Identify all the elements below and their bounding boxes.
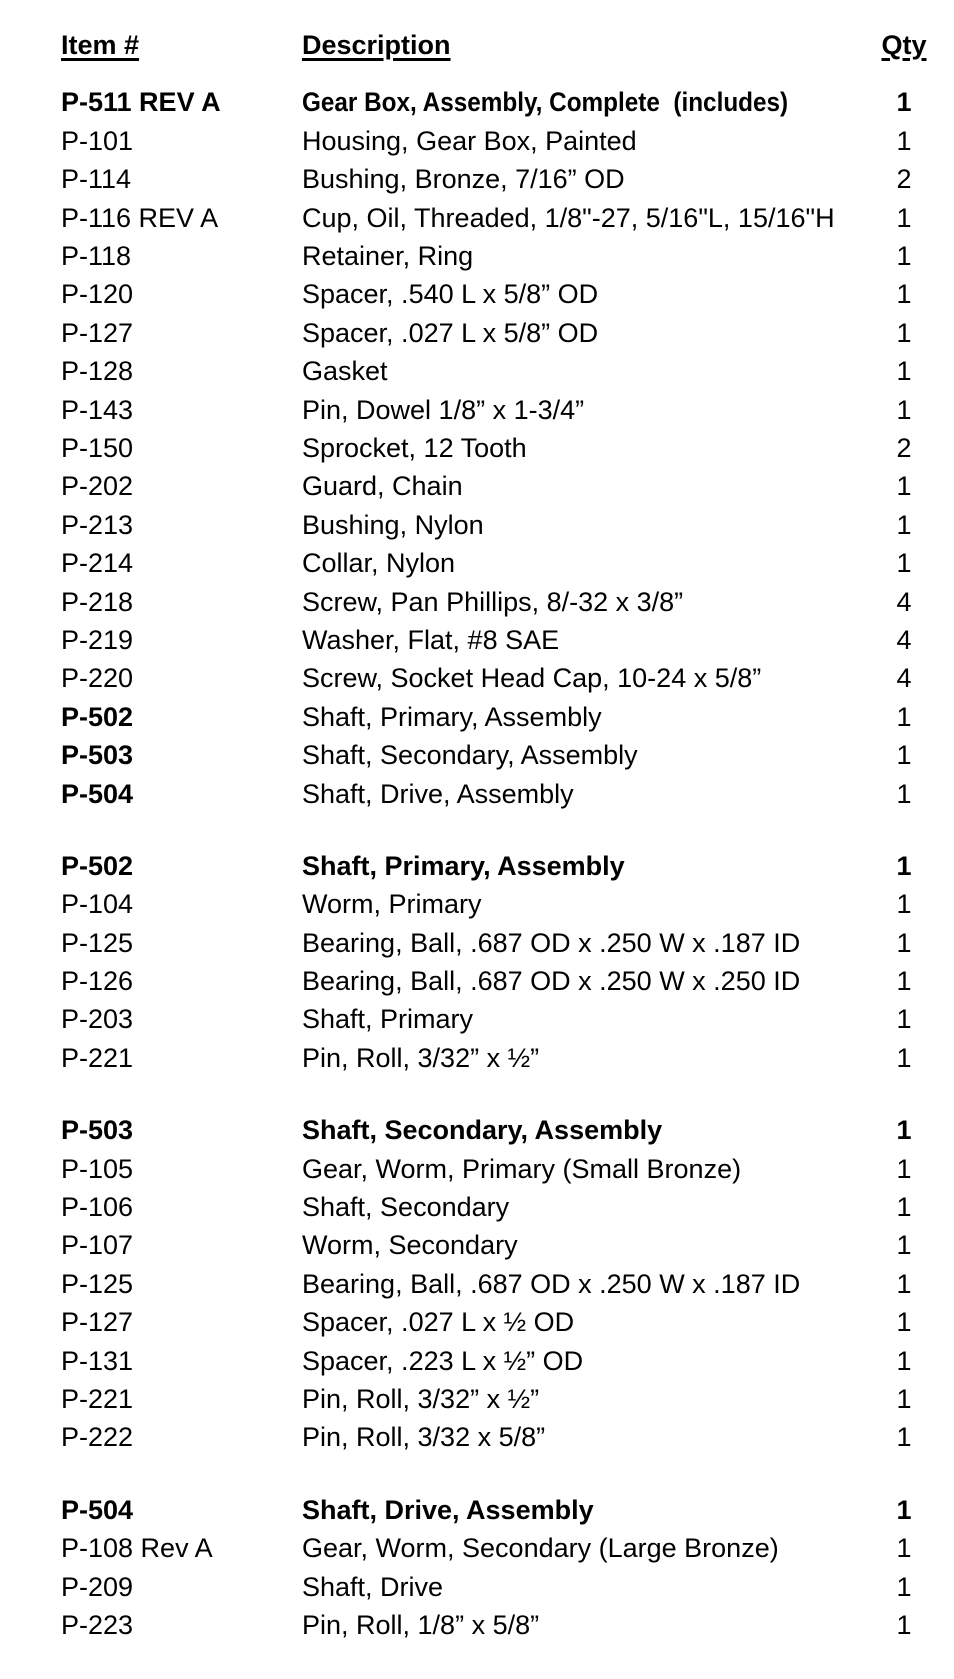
description-cell: Guard, Chain [302, 471, 463, 502]
table-row [0, 1304, 954, 1342]
item-number-cell: P-131 [61, 1345, 134, 1376]
item-number-cell: P-221 [61, 1042, 134, 1073]
item-number-cell: P-214 [61, 548, 134, 579]
table-row [0, 1001, 954, 1039]
description-cell: Sprocket, 12 Tooth [302, 432, 527, 463]
description-cell: Housing, Gear Box, Painted [302, 125, 637, 156]
description-cell: Shaft, Drive, Assembly [302, 778, 574, 809]
table-row [0, 621, 954, 659]
qty-cell: 1 [896, 471, 912, 502]
qty-cell: 2 [896, 164, 912, 195]
table-row [0, 353, 954, 391]
item-number-cell: P-213 [61, 509, 134, 540]
table-row [0, 847, 954, 885]
item-number-cell: P-203 [61, 1004, 134, 1035]
table-row [0, 468, 954, 506]
qty-cell: 1 [896, 1609, 912, 1640]
description-cell: Spacer, .027 L x ½ OD [302, 1307, 575, 1338]
table-row [0, 1227, 954, 1265]
table-row [0, 660, 954, 698]
description-cell: Shaft, Secondary, Assembly [302, 1115, 663, 1146]
description-cell: Cup, Oil, Threaded, 1/8"-27, 5/16"L, 15/16"H [302, 202, 835, 233]
table-row [0, 199, 954, 237]
item-number-cell: P-223 [61, 1609, 134, 1640]
description-cell: Pin, Roll, 3/32” x ½” [302, 1042, 540, 1073]
item-number-cell: P-219 [61, 624, 134, 655]
description-cell: Bushing, Nylon [302, 509, 484, 540]
qty-cell: 1 [896, 394, 912, 425]
item-number-cell: P-120 [61, 279, 134, 310]
qty-cell: 1 [896, 1571, 912, 1602]
table-row [0, 698, 954, 736]
table-row [0, 775, 954, 813]
table-row [0, 583, 954, 621]
qty-cell: 1 [896, 889, 912, 920]
item-number-cell: P-504 [61, 1494, 134, 1525]
table-row [0, 1265, 954, 1303]
table-row [0, 1568, 954, 1606]
qty-cell: 1 [896, 202, 912, 233]
qty-cell: 1 [896, 279, 912, 310]
description-cell: Shaft, Secondary [302, 1192, 510, 1223]
item-number-cell: P-503 [61, 1115, 134, 1146]
qty-cell: 1 [896, 778, 912, 809]
description-cell: Retainer, Ring [302, 241, 474, 272]
qty-cell: 4 [896, 624, 912, 655]
description-cell: Shaft, Primary [302, 1004, 474, 1035]
qty-cell: 1 [896, 87, 912, 118]
item-number-cell: P-127 [61, 1307, 134, 1338]
qty-cell: 1 [896, 1383, 912, 1414]
item-number-cell: P-504 [61, 778, 134, 809]
table-body [0, 84, 954, 1645]
item-number-cell: P-150 [61, 432, 134, 463]
table-row [0, 1039, 954, 1077]
qty-cell: 1 [896, 701, 912, 732]
description-cell: Gear, Worm, Secondary (Large Bronze) [302, 1533, 779, 1564]
item-number-cell: P-104 [61, 889, 134, 920]
qty-cell: 1 [896, 1268, 912, 1299]
description-cell: Spacer, .223 L x ½” OD [302, 1345, 584, 1376]
table-header-row [0, 26, 954, 64]
qty-cell: 1 [896, 1115, 912, 1146]
description-cell: Shaft, Drive [302, 1571, 444, 1602]
column-header-item-number: Item # [61, 29, 140, 60]
description-cell: Shaft, Primary, Assembly [302, 701, 602, 732]
table-row [0, 391, 954, 429]
item-number-cell: P-127 [61, 317, 134, 348]
qty-cell: 1 [896, 850, 912, 881]
item-number-cell: P-116 REV A [61, 202, 219, 233]
item-number-cell: P-511 REV A [61, 87, 221, 118]
qty-cell: 1 [896, 1153, 912, 1184]
table-row [0, 1342, 954, 1380]
table-row [0, 429, 954, 467]
description-cell: Gear Box, Assembly, Complete (includes) [302, 87, 789, 118]
description-cell: Gear, Worm, Primary (Small Bronze) [302, 1153, 742, 1184]
table-row [0, 886, 954, 924]
table-row [0, 84, 954, 122]
qty-cell: 1 [896, 1533, 912, 1564]
table-row [0, 962, 954, 1000]
section-shaft-secondary-assembly [0, 1112, 954, 1458]
table-row [0, 237, 954, 275]
table-row [0, 1112, 954, 1150]
description-cell: Worm, Secondary [302, 1230, 518, 1261]
description-cell: Bearing, Ball, .687 OD x .250 W x .187 ID [302, 1268, 801, 1299]
qty-cell: 1 [896, 125, 912, 156]
column-header-qty: Qty [881, 29, 927, 60]
description-cell: Shaft, Drive, Assembly [302, 1494, 594, 1525]
table-row [0, 314, 954, 352]
item-number-cell: P-125 [61, 927, 134, 958]
item-number-cell: P-126 [61, 966, 134, 997]
column-header-description: Description [302, 29, 451, 60]
item-number-cell: P-118 [61, 241, 132, 272]
table-row [0, 122, 954, 160]
item-number-cell: P-222 [61, 1422, 134, 1453]
item-number-cell: P-503 [61, 740, 134, 771]
table-row [0, 1606, 954, 1644]
description-cell: Pin, Roll, 3/32 x 5/8” [302, 1422, 546, 1453]
item-number-cell: P-114 [61, 164, 132, 195]
item-number-cell: P-107 [61, 1230, 134, 1261]
qty-cell: 1 [896, 1230, 912, 1261]
qty-cell: 2 [896, 432, 912, 463]
qty-cell: 1 [896, 1192, 912, 1223]
item-number-cell: P-218 [61, 586, 134, 617]
description-cell: Spacer, .027 L x 5/8” OD [302, 317, 599, 348]
table-row [0, 506, 954, 544]
description-cell: Shaft, Primary, Assembly [302, 850, 625, 881]
description-cell: Washer, Flat, #8 SAE [302, 624, 560, 655]
qty-cell: 4 [896, 663, 912, 694]
table-row [0, 1150, 954, 1188]
item-number-cell: P-128 [61, 356, 134, 387]
description-cell: Pin, Roll, 1/8” x 5/8” [302, 1609, 540, 1640]
qty-cell: 1 [896, 740, 912, 771]
qty-cell: 1 [896, 241, 912, 272]
item-number-cell: P-125 [61, 1268, 134, 1299]
item-number-cell: P-143 [61, 394, 134, 425]
item-number-cell: P-101 [61, 125, 134, 156]
item-number-cell: P-221 [61, 1383, 134, 1414]
qty-cell: 1 [896, 317, 912, 348]
qty-cell: 1 [896, 509, 912, 540]
table-row [0, 544, 954, 582]
table-row [0, 1380, 954, 1418]
description-cell: Shaft, Secondary, Assembly [302, 740, 638, 771]
description-cell: Bearing, Ball, .687 OD x .250 W x .250 ID [302, 966, 801, 997]
qty-cell: 1 [896, 1494, 912, 1525]
description-cell: Collar, Nylon [302, 548, 456, 579]
qty-cell: 1 [896, 1307, 912, 1338]
qty-cell: 1 [896, 966, 912, 997]
item-number-cell: P-209 [61, 1571, 134, 1602]
table-row [0, 736, 954, 774]
description-cell: Bearing, Ball, .687 OD x .250 W x .187 ID [302, 927, 801, 958]
description-cell: Screw, Socket Head Cap, 10-24 x 5/8” [302, 663, 762, 694]
item-number-cell: P-105 [61, 1153, 134, 1184]
qty-cell: 1 [896, 1042, 912, 1073]
section-gear-box-assembly-complete [0, 84, 954, 813]
table-row [0, 924, 954, 962]
item-number-cell: P-502 [61, 850, 134, 881]
description-cell: Spacer, .540 L x 5/8” OD [302, 279, 599, 310]
table-row [0, 1188, 954, 1226]
section-shaft-primary-assembly [0, 847, 954, 1077]
description-cell: Screw, Pan Phillips, 8/-32 x 3/8” [302, 586, 684, 617]
item-number-cell: P-220 [61, 663, 134, 694]
item-number-cell: P-502 [61, 701, 134, 732]
table-row [0, 1419, 954, 1457]
qty-cell: 1 [896, 356, 912, 387]
qty-cell: 1 [896, 548, 912, 579]
qty-cell: 4 [896, 586, 912, 617]
description-cell: Pin, Dowel 1/8” x 1-3/4” [302, 394, 585, 425]
description-cell: Bushing, Bronze, 7/16” OD [302, 164, 625, 195]
description-cell: Gasket [302, 356, 388, 387]
item-number-cell: P-106 [61, 1192, 134, 1223]
description-cell: Worm, Primary [302, 889, 482, 920]
item-number-cell: P-108 Rev A [61, 1533, 213, 1564]
section-shaft-drive-assembly [0, 1491, 954, 1645]
table-row [0, 1491, 954, 1529]
qty-cell: 1 [896, 1345, 912, 1376]
table-row [0, 161, 954, 199]
table-row [0, 1529, 954, 1567]
qty-cell: 1 [896, 927, 912, 958]
item-number-cell: P-202 [61, 471, 134, 502]
qty-cell: 1 [896, 1004, 912, 1035]
table-row [0, 276, 954, 314]
description-cell: Pin, Roll, 3/32” x ½” [302, 1383, 540, 1414]
qty-cell: 1 [896, 1422, 912, 1453]
